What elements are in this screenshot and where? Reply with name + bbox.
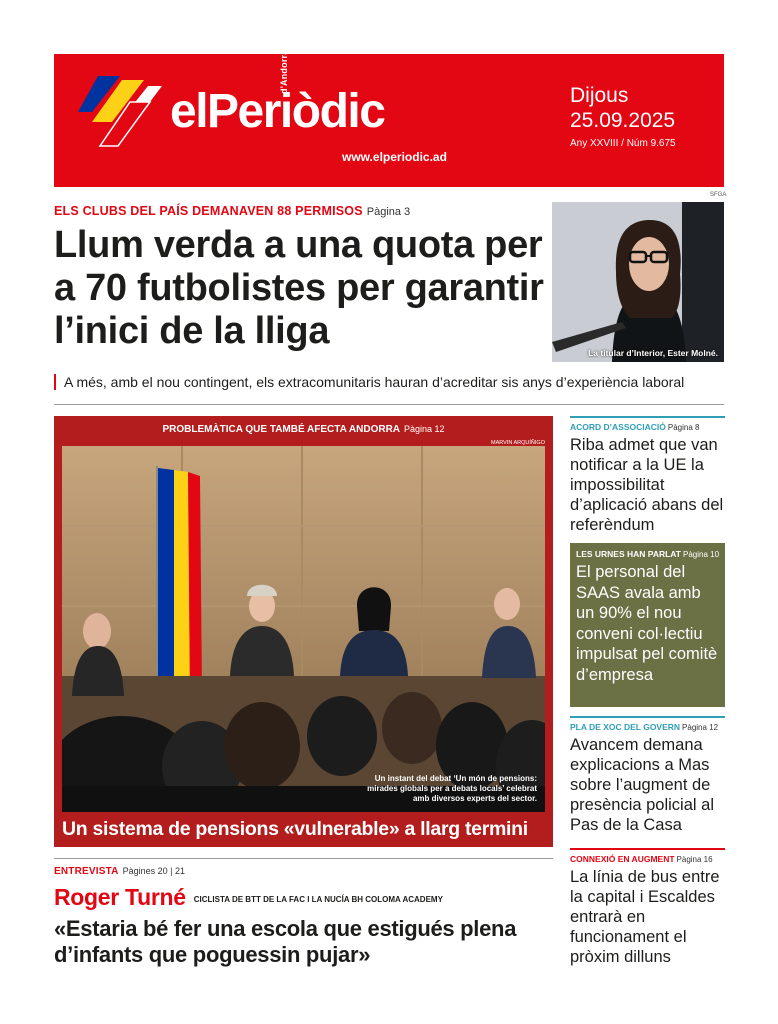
interviewee-name[interactable]: Roger Turné xyxy=(54,884,186,910)
lead-photo-credit: SFGA xyxy=(710,192,727,198)
sidebar-story-4[interactable] xyxy=(570,848,725,967)
divider xyxy=(54,404,724,405)
sidebar-headline[interactable]: La línia de bus entre la capital i Escaldes entrarà en funcionament el pròxim dilluns xyxy=(570,868,720,966)
sidebar-page-ref: Pàgina 12 xyxy=(682,723,719,732)
sidebar-rule xyxy=(570,416,725,418)
lead-kicker-text: ELS CLUBS DEL PAÍS DEMANAVEN 88 PERMISOS xyxy=(54,204,363,218)
lead-photo-caption: La titular d’Interior, Ester Molné. xyxy=(588,348,718,358)
sidebar-kicker xyxy=(570,854,725,864)
interview-byline xyxy=(54,884,443,911)
sub-wordmark: d'Andorra xyxy=(279,49,289,94)
portrait-illustration xyxy=(552,202,724,362)
photo-story-headline[interactable]: Un sistema de pensions «vulnerable» a llarg termini xyxy=(62,818,528,840)
debate-illustration xyxy=(62,446,545,812)
lead-photo[interactable] xyxy=(552,202,724,362)
newspaper-wordmark[interactable]: elPeriòdic xyxy=(170,85,385,138)
sidebar-kicker xyxy=(570,422,725,432)
sidebar-kicker-text: CONNEXIÓ EN AUGMENT xyxy=(570,854,675,864)
sidebar-kicker-text: PLA DE XOC DEL GOVERN xyxy=(570,722,681,732)
interview-quote[interactable]: «Estaria bé fer una escola que estigués plena d’infants que poguessin pujar» xyxy=(54,916,517,967)
sidebar-page-ref: Pàgina 10 xyxy=(683,550,720,559)
sidebar-story-1[interactable] xyxy=(570,416,725,535)
sidebar-story-3[interactable] xyxy=(570,716,725,835)
masthead xyxy=(54,49,724,187)
interviewee-role: CICLISTA DE BTT DE LA FAC I LA NUCÍA BH COLOMA ACADEMY xyxy=(193,895,443,904)
sidebar-story-2[interactable] xyxy=(570,543,725,707)
date-block xyxy=(570,84,676,149)
issue-number: Any XXVIII / Núm 9.675 xyxy=(570,138,676,149)
lead-page-ref: Pàgina 3 xyxy=(366,206,411,218)
sidebar-kicker xyxy=(570,722,725,732)
lead-subhead: A més, amb el nou contingent, els extracomunitaris hauran d’acreditar sis anys d’experiència laboral xyxy=(54,374,734,390)
interview-kicker xyxy=(54,866,185,877)
divider xyxy=(54,858,553,859)
sidebar-rule xyxy=(570,716,725,718)
photo-story[interactable] xyxy=(54,416,553,847)
sidebar-headline[interactable]: Avancem demana explicacions a Mas sobre l’augment de presència policial al Pas de la Casa xyxy=(570,736,714,834)
andorra-flag-logo-icon xyxy=(78,76,162,160)
photo-kicker-text: PROBLEMÀTICA QUE TAMBÉ AFECTA ANDORRA xyxy=(162,424,401,435)
sidebar-rule xyxy=(570,848,725,850)
photo-page-ref: Pàgina 12 xyxy=(404,424,445,434)
lead-kicker xyxy=(54,202,410,220)
interview-kicker-text: ENTREVISTA xyxy=(54,866,119,877)
sidebar-page-ref: Pàgina 16 xyxy=(676,855,713,864)
interview-page-ref: Pàgines 20 | 21 xyxy=(122,866,185,876)
lead-headline[interactable]: Llum verda a una quota per a 70 futbolistes per garantir l’inici de la lliga xyxy=(54,224,544,352)
photo-caption: Un instant del debat ‘Un món de pensions: mirades globals per a debats locals’ celebrat amb diversos experts del sector. xyxy=(367,774,537,803)
sidebar-headline[interactable]: El personal del SAAS avala amb un 90% el nou conveni col·lectiu impulsat pel comitè d’empresa xyxy=(576,563,718,684)
issue-day: Dijous xyxy=(570,84,629,107)
sidebar-headline[interactable]: Riba admet que van notificar a la UE la impossibilitat d’aplicació abans del referèndum xyxy=(570,436,724,534)
sidebar-page-ref: Pàgina 8 xyxy=(667,423,700,432)
debate-photo[interactable] xyxy=(62,446,545,812)
sidebar-kicker-text: ACORD D’ASSOCIACIÓ xyxy=(570,422,666,432)
photo-credit: MARVIN ARQUÍÑIGO xyxy=(491,440,545,446)
photo-story-kicker xyxy=(54,424,553,435)
sidebar-kicker-text: LES URNES HAN PARLAT xyxy=(576,549,681,559)
sidebar-kicker xyxy=(570,543,725,559)
issue-date: 25.09.2025 xyxy=(570,109,676,132)
site-url[interactable]: www.elperiodic.ad xyxy=(342,150,447,164)
